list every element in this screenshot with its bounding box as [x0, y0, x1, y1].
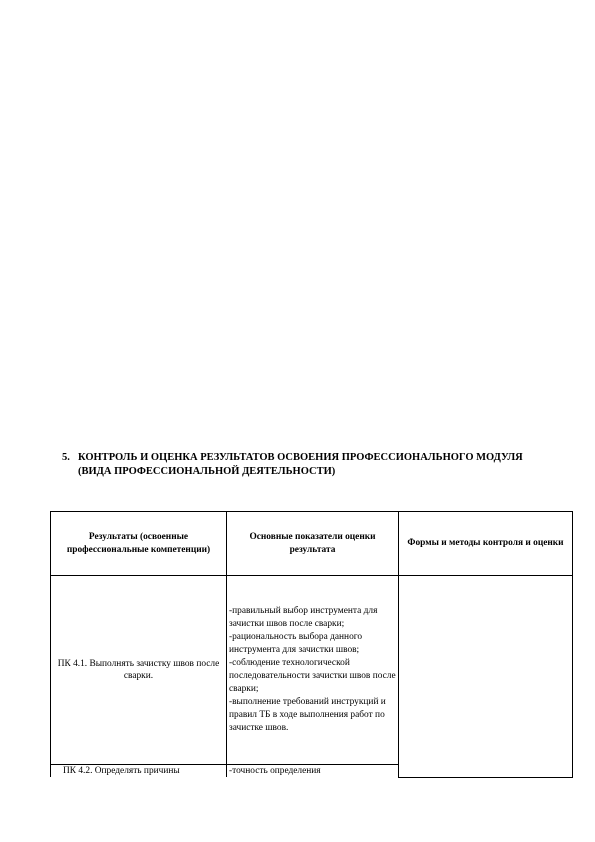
table-row [51, 576, 573, 765]
indicator-item: -точность определения [229, 766, 321, 776]
section-title: КОНТРОЛЬ И ОЦЕНКА РЕЗУЛЬТАТОВ ОСВОЕНИЯ ПРОФЕССИОНАЛЬНОГО МОДУЛЯ (ВИДА ПРОФЕССИОНАЛЬНОЙ ДЕЯТЕЛЬНОСТИ) [78, 452, 523, 477]
header-indicators: Основные показатели оценки результата [227, 512, 399, 576]
indicators-cell [227, 576, 399, 765]
methods-cell [399, 576, 573, 778]
section-number: 5. [62, 452, 70, 463]
result-cell: ПК 4.1. Выполнять зачистку швов после сварки. [51, 576, 227, 765]
indicator-item: -соблюдение технологической последовательности зачистки швов после сварки; [229, 657, 396, 695]
indicators-cell [227, 765, 399, 778]
indicator-item: -правильный выбор инструмента для зачистки швов после сварки; [229, 605, 378, 629]
result-cell: ПК 4.2. Определять причины [51, 765, 227, 778]
table-header-row [51, 512, 573, 576]
indicator-item: -рациональность выбора данного инструмента для зачистки швов; [229, 631, 363, 655]
section-heading [62, 451, 552, 479]
indicator-item: -выполнение требований инструкций и правил ТБ в ходе выполнения работ по зачистке швов. [229, 697, 386, 734]
header-results: Результаты (освоенные профессиональные компетенции) [51, 512, 227, 576]
header-methods: Формы и методы контроля и оценки [399, 512, 573, 576]
results-table [50, 511, 573, 778]
